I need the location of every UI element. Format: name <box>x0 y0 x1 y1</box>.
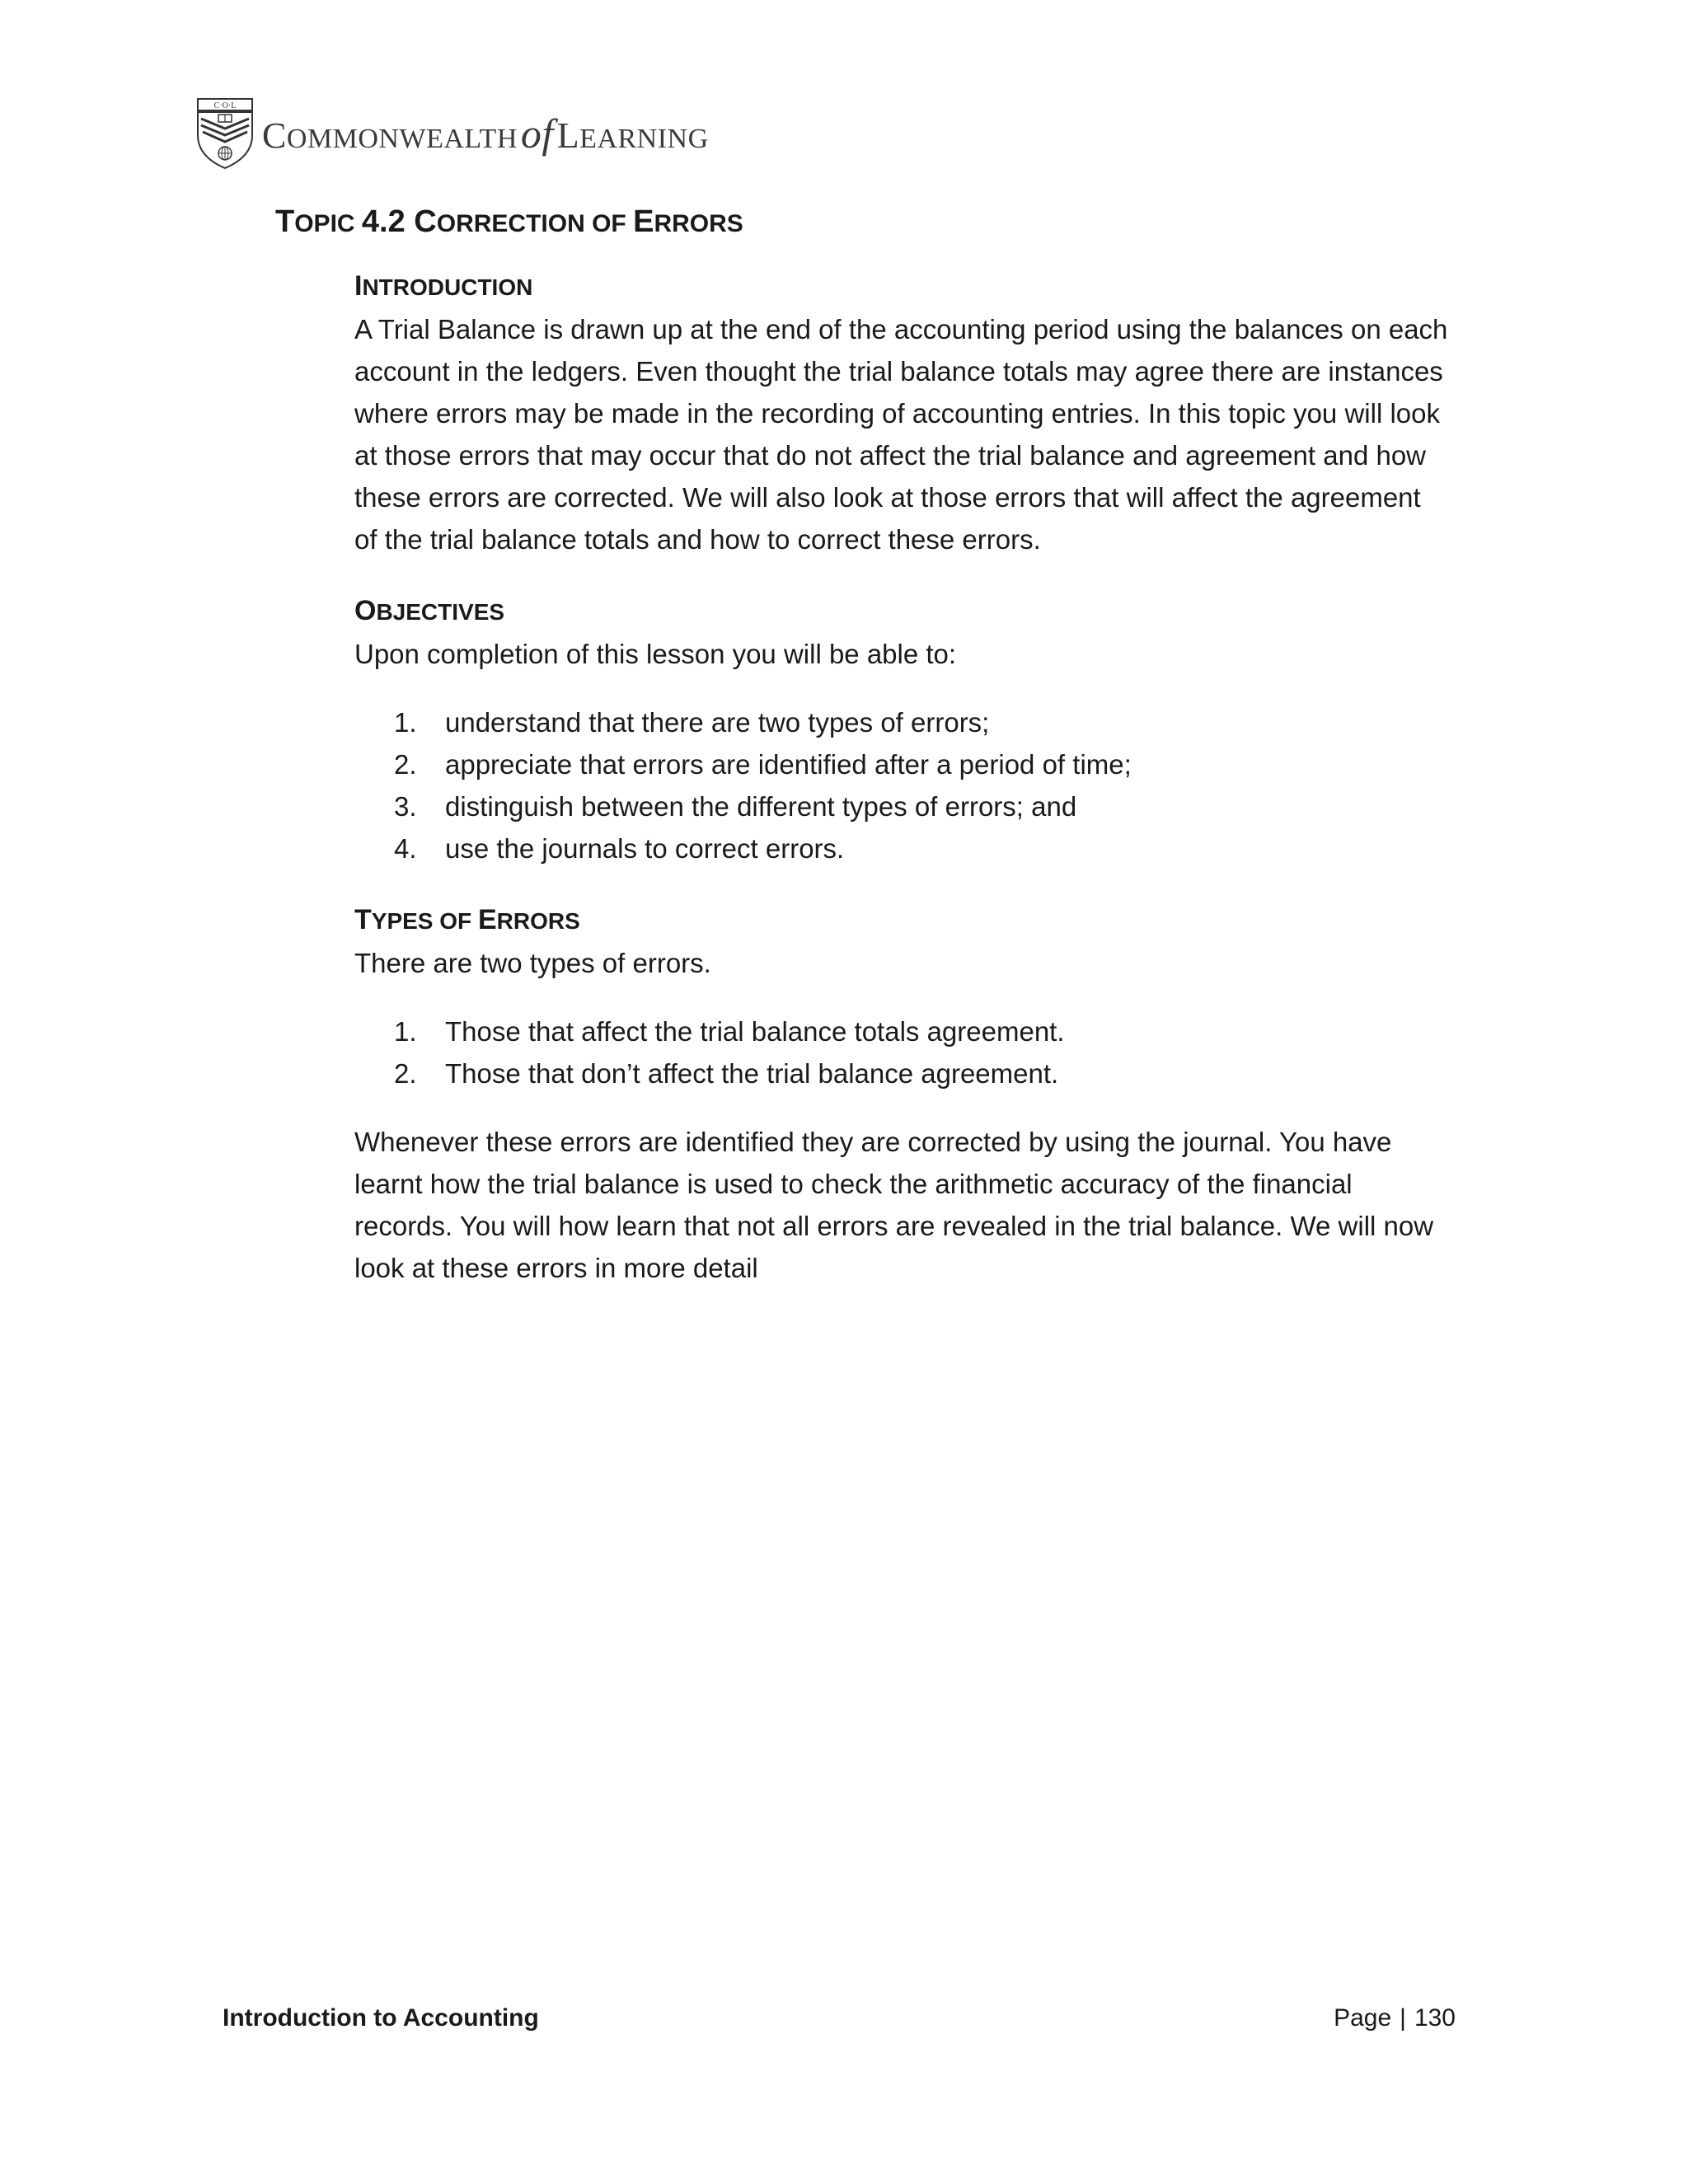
introduction-section <box>354 267 1508 560</box>
main-content <box>354 267 1508 1289</box>
paragraph-line: records. You will how learn that not all errors are revealed in the trial balance. We will now <box>354 1211 1434 1241</box>
logo-of: of <box>520 110 554 157</box>
title-text: OPIC <box>294 210 362 237</box>
paragraph-line: look at these errors in more detail <box>354 1253 758 1283</box>
list-number: 4. <box>394 833 417 864</box>
list-item <box>354 743 1508 785</box>
title-text: T <box>275 204 295 239</box>
heading-text: I <box>354 270 363 302</box>
closing-paragraph <box>354 1121 1508 1289</box>
logo-word: EARNING <box>579 124 709 154</box>
paragraph-line: A Trial Balance is drawn up at the end of the accounting period using the balances on each <box>354 314 1448 344</box>
list-text: Those that affect the trial balance totals agreement. <box>445 1016 1065 1047</box>
types-of-errors-heading <box>354 901 1508 942</box>
title-text: RRORS <box>654 210 743 237</box>
list-text: Those that don’t affect the trial balance agreement. <box>445 1058 1059 1089</box>
list-item <box>354 1010 1508 1052</box>
paragraph-line: these errors are corrected. We will also look at those errors that will affect the agreement <box>354 482 1421 513</box>
list-item <box>354 827 1508 869</box>
page-label: Page <box>1334 2004 1392 2032</box>
list-text: appreciate that errors are identified after a period of time; <box>445 749 1132 780</box>
heading-text: YPES OF <box>371 908 478 934</box>
paragraph-line: of the trial balance totals and how to correct these errors. <box>354 524 1041 555</box>
types-of-errors-lead: There are two types of errors. <box>354 948 711 978</box>
heading-text: O <box>354 595 377 626</box>
page-separator: | <box>1400 2004 1406 2032</box>
list-number: 3. <box>394 791 417 822</box>
publisher-logo <box>196 96 709 171</box>
objectives-section <box>354 592 1508 869</box>
list-number: 1. <box>394 707 417 738</box>
introduction-heading <box>354 267 1508 308</box>
list-item <box>354 785 1508 827</box>
heading-text: BJECTIVES <box>376 599 505 625</box>
paragraph-line: learnt how the trial balance is used to check the arithmetic accuracy of the financial <box>354 1169 1353 1199</box>
types-of-errors-list <box>354 1010 1508 1094</box>
list-text: understand that there are two types of errors; <box>445 707 990 738</box>
list-text: use the journals to correct errors. <box>445 833 845 864</box>
objectives-lead: Upon completion of this lesson you will be able to: <box>354 639 957 669</box>
logo-letter: C <box>262 115 287 156</box>
list-number: 2. <box>394 749 417 780</box>
types-of-errors-section <box>354 901 1508 1289</box>
objectives-heading <box>354 592 1508 633</box>
list-item <box>354 1052 1508 1094</box>
list-text: distinguish between the different types of errors; and <box>445 791 1077 822</box>
title-text: E <box>633 204 654 239</box>
paragraph-line: where errors may be made in the recording of accounting entries. In this topic you will look <box>354 398 1440 429</box>
topic-title <box>275 204 743 240</box>
list-number: 1. <box>394 1016 417 1047</box>
logo-monogram: C·O·L <box>213 101 237 110</box>
heading-text: RRORS <box>496 908 580 934</box>
paragraph-line: at those errors that may occur that do not affect the trial balance and agreement and how <box>354 440 1427 471</box>
heading-text: NTRODUCTION <box>362 274 533 300</box>
title-number: 4.2 <box>361 204 415 239</box>
paragraph-line: Whenever these errors are identified they are corrected by using the journal. You have <box>354 1127 1392 1157</box>
heading-text: T <box>354 904 372 935</box>
shield-crest-icon <box>196 97 254 170</box>
objectives-list <box>354 701 1508 869</box>
page-number: 130 <box>1414 2004 1456 2032</box>
title-text: ORRECTION OF <box>436 210 634 237</box>
logo-wordmark <box>262 110 709 157</box>
logo-word: OMMONWEALTH <box>286 124 518 154</box>
logo-letter: L <box>556 115 580 156</box>
footer-page-number <box>1334 2004 1456 2032</box>
footer-book-title: Introduction to Accounting <box>223 2004 539 2032</box>
paragraph-line: account in the ledgers. Even thought the trial balance totals may agree there are instances <box>354 356 1443 387</box>
list-item <box>354 701 1508 743</box>
title-text: C <box>414 204 437 239</box>
introduction-paragraph <box>354 308 1508 560</box>
list-number: 2. <box>394 1058 417 1089</box>
heading-text: E <box>477 904 497 935</box>
